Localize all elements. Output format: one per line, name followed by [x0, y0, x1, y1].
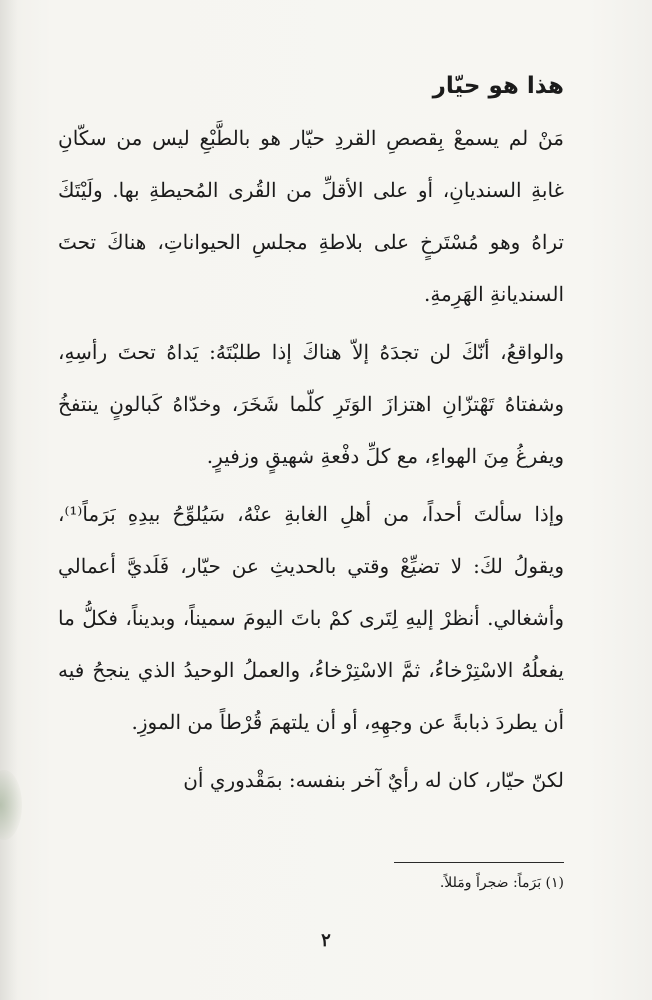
- paragraph-4: لكنّ حيّار، كان له رأيٌ آخر بنفسه: بمَقْدوري أن: [183, 768, 564, 792]
- paragraph-1: مَنْ لم يسمعْ بِقصصِ القردِ حيّار هو بالطَّبْعِ ليس من سكّانِ غابةِ السنديانِ، أو على الأقلِّ من القُرى المُحيطةِ بها. ولَيْتَكَ تراهُ وهو مُسْتَرخٍ على بلاطةِ مجلسِ الحيواناتِ، هناكَ تحتَ السنديانةِ الهَرِمةِ.: [58, 126, 564, 306]
- scan-thumb-mark: [0, 770, 22, 840]
- paragraph-2: والواقعُ، أنّكَ لن تجدَهُ إلاّ هناكَ إذا طلبْتَهُ: يَداهُ تحتَ رأسِهِ، وشفتاهُ تَهْتزّانِ اهتزازَ الوَتَرِ كلّما شَخَرَ، وخدّاهُ كَبالونٍ ينتفخُ ويفرغُ مِنَ الهواءِ، مع كلِّ دفْعةِ شهيقٍ وزفيرٍ.: [58, 340, 564, 468]
- footnote-divider: [394, 862, 564, 863]
- chapter-title: هذا هو حيّار: [432, 73, 564, 99]
- page-number: ٢: [321, 930, 331, 951]
- page-gutter-shadow: [0, 0, 18, 1000]
- paragraph-3: وإذا سألتَ أحداً، من أهلِ الغابةِ عنْهُ، سَيُلوِّحُ بيدِهِ بَرَماً⁽¹⁾، ويقولُ لكَ: لا تضيِّعْ وقتي بالحديثِ عن حيّار، فَلَديَّ أعمالي وأشغالي. أنظرْ إليهِ لِتَرى كمْ باتَ اليومَ سميناً، وبديناً، فكلُّ ما يفعلُهُ الاسْتِرْخاءُ، ثمَّ الاسْتِرْخاءُ، والعملُ الوحيدُ الذي ينجحُ فيه أن يطردَ ذبابةً عن وجهِهِ، أو أن يلتهمَ قُرْطاً من الموزِ.: [58, 502, 564, 734]
- page-content: [58, 68, 564, 812]
- footnote: (١) بَرَماً: ضجراً ومَللاً.: [439, 875, 564, 891]
